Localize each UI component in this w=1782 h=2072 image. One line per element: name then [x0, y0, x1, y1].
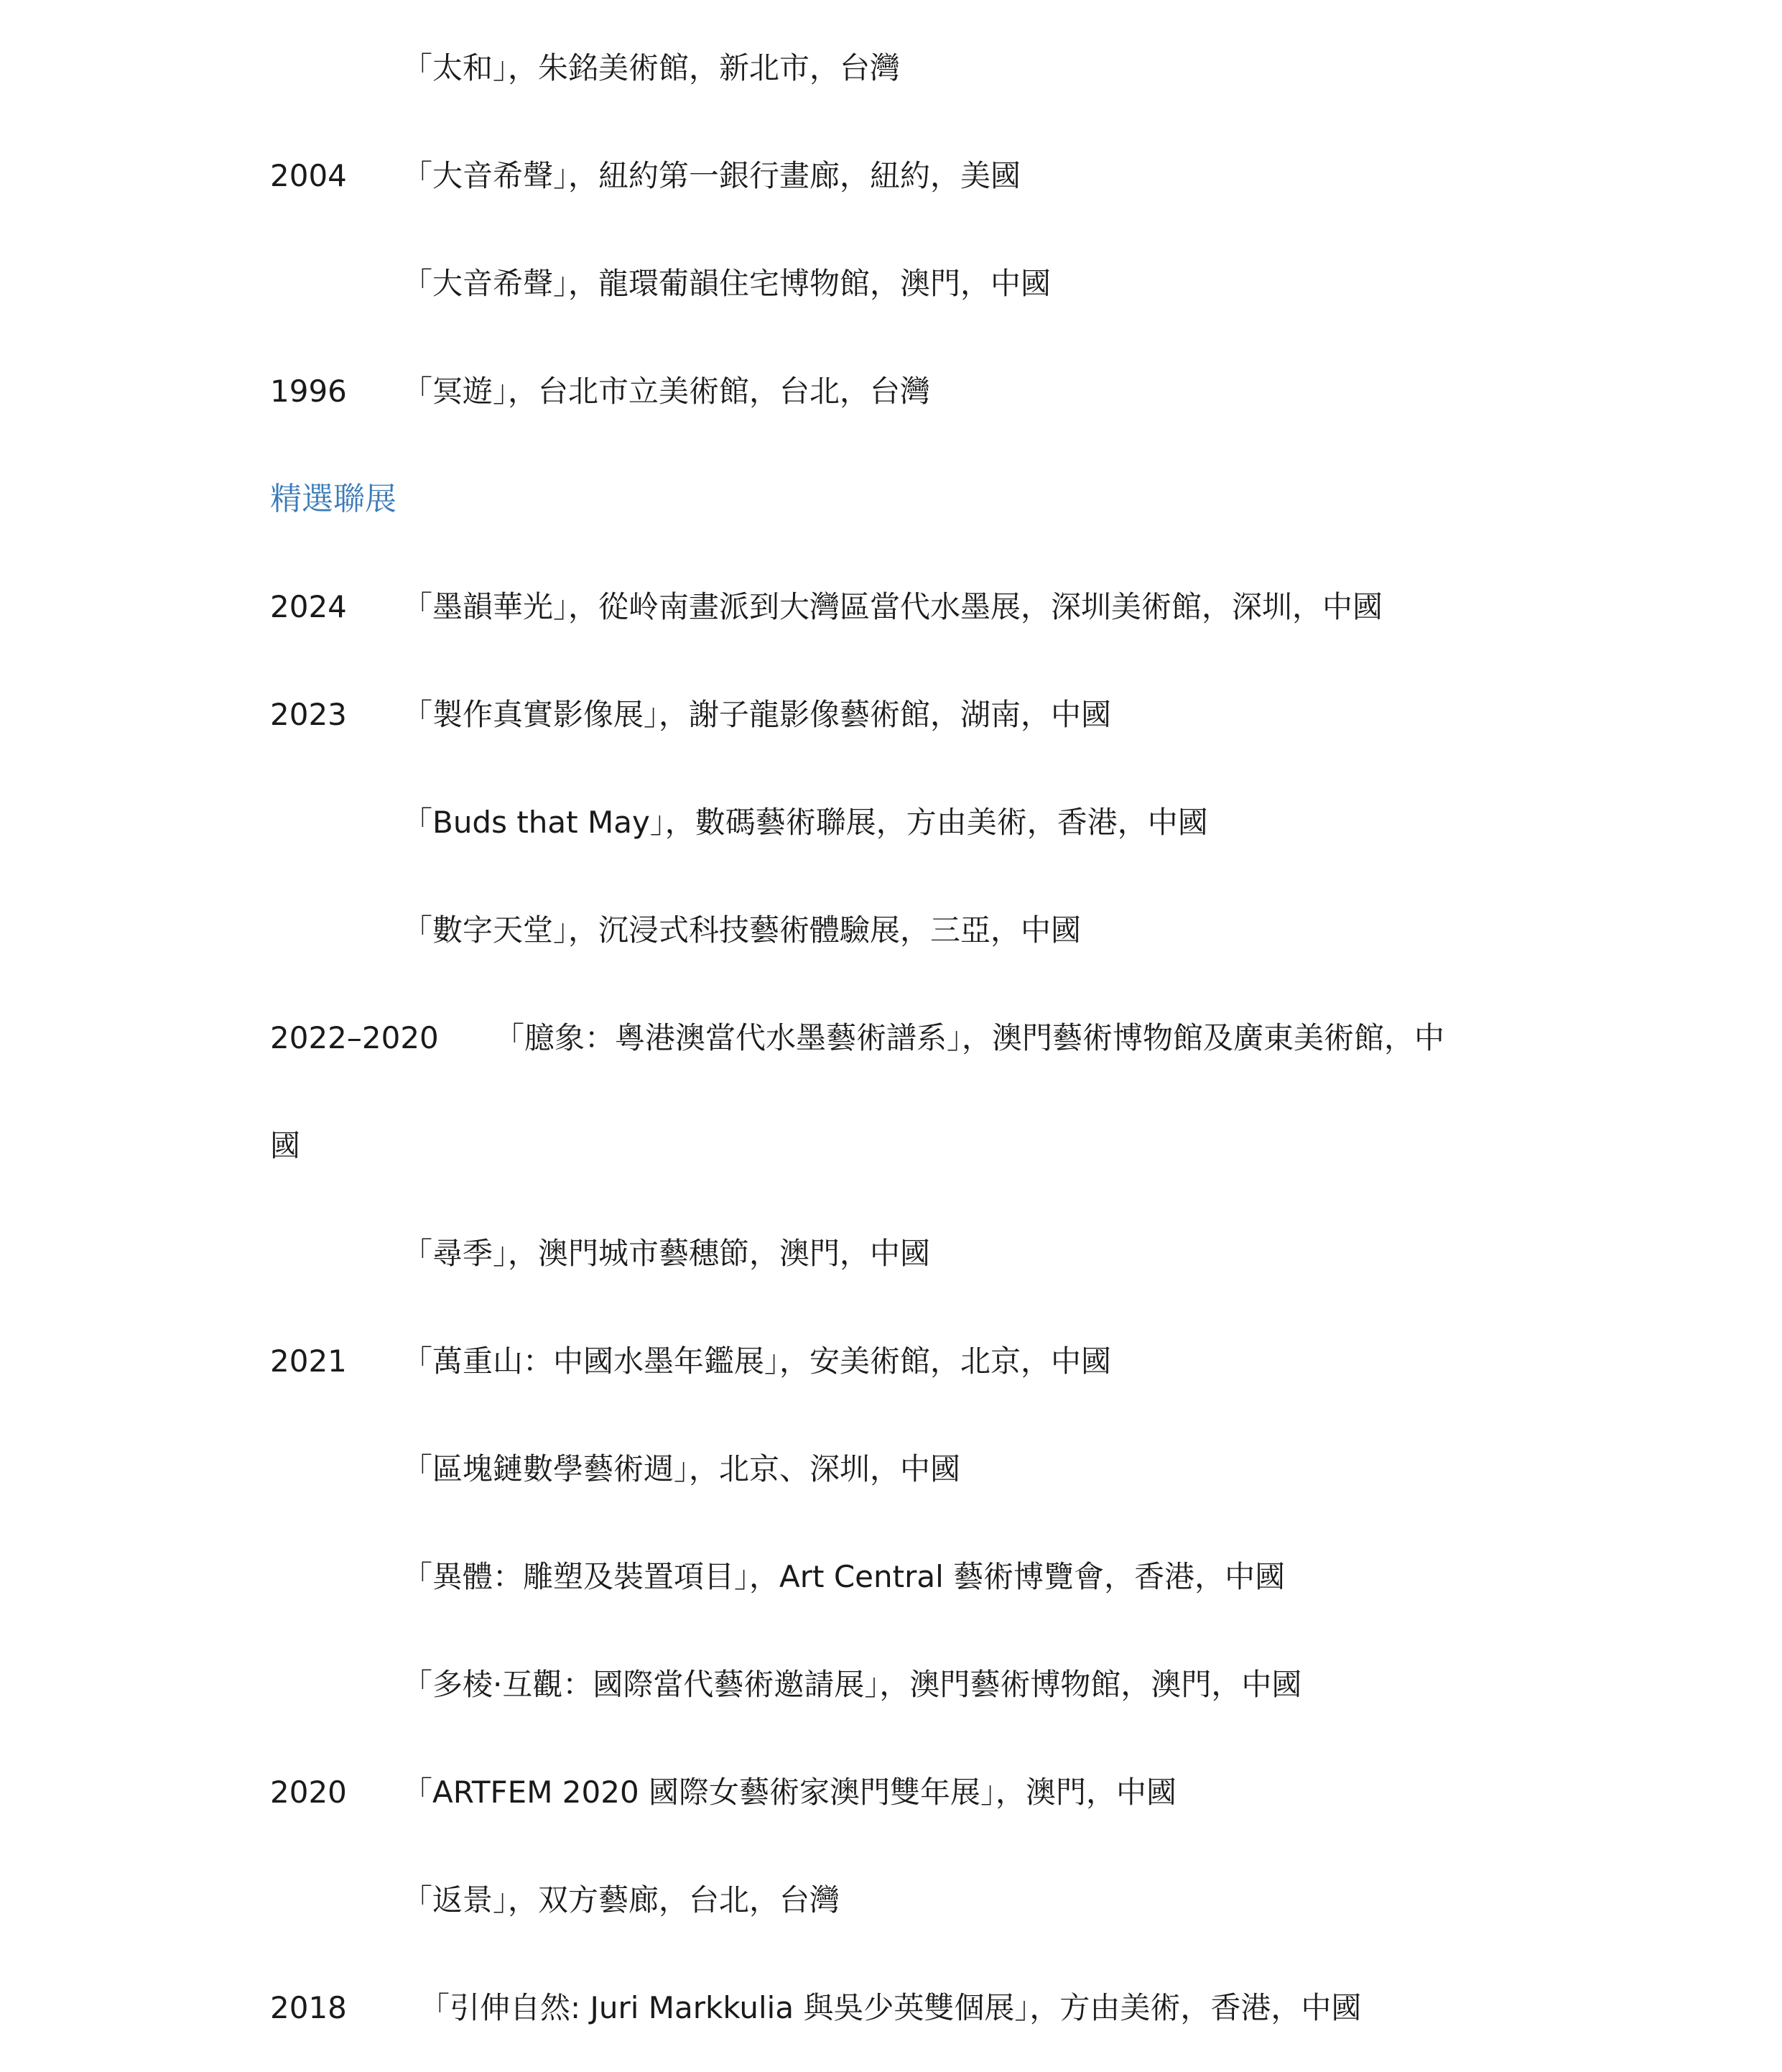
- entry-text: 「多棱·互觀：國際當代藝術邀請展」，澳門藝術博物館，澳門，中國: [402, 1667, 1302, 1702]
- group-entry: [0, 1760, 1782, 1825]
- entry-text: 「區塊鏈數學藝術週」，北京、深圳，中國: [402, 1451, 961, 1486]
- entry-text: 「Buds that May」，數碼藝術聯展，方由美術，香港，中國: [402, 805, 1208, 840]
- entry-year: 1996: [270, 374, 347, 409]
- group-entry: [0, 1329, 1782, 1394]
- group-entry: [0, 898, 1782, 963]
- group-entry: [0, 1221, 1782, 1286]
- entry-year: 2023: [270, 697, 347, 732]
- entry-year: 2022–2020: [270, 1020, 439, 1055]
- group-entry: [0, 1437, 1782, 1502]
- entry-text: 「冥遊」，台北市立美術館，台北，台灣: [402, 374, 931, 409]
- entry-text: 「大音希聲」，龍環葡韻住宅博物館，澳門，中國: [402, 266, 1052, 301]
- entry-text: 「臆象：粵港澳當代水墨藝術譜系」，澳門藝術博物館及廣東美術館，中: [494, 1020, 1445, 1055]
- group-entry: [0, 1545, 1782, 1609]
- group-entry: [0, 1976, 1782, 2040]
- group-entry: [0, 575, 1782, 639]
- entry-year: 2020: [270, 1775, 347, 1810]
- group-entry: [0, 1868, 1782, 1933]
- group-entry: [0, 683, 1782, 747]
- entry-text: 「大音希聲」，紐約第一銀行畫廊，紐約，美國: [402, 158, 1021, 193]
- group-entry: [0, 790, 1782, 855]
- group-entry-continuation: [0, 1114, 1782, 1178]
- entry-text: 「異體：雕塑及裝置項目」，Art Central 藝術博覽會，香港，中國: [402, 1559, 1286, 1594]
- entry-text: 「數字天堂」，沉浸式科技藝術體驗展，三亞，中國: [402, 912, 1082, 948]
- entry-text: 「萬重山：中國水墨年鑑展」，安美術館，北京，中國: [402, 1343, 1112, 1379]
- solo-entry: [0, 144, 1782, 208]
- entry-text: 「ARTFEM 2020 國際女藝術家澳門雙年展」，澳門，中國: [402, 1775, 1177, 1810]
- entry-text: 「太和」，朱銘美術館，新北市，台灣: [402, 50, 901, 85]
- entry-text: 「尋季」，澳門城市藝穗節，澳門，中國: [402, 1236, 931, 1271]
- entry-text: 「墨韻華光」，從岭南畫派到大灣區當代水墨展，深圳美術館，深圳，中國: [402, 589, 1383, 624]
- solo-entry: [0, 36, 1782, 101]
- solo-entry: [0, 359, 1782, 424]
- entry-year: 2018: [270, 1990, 347, 2025]
- solo-entry: [0, 251, 1782, 316]
- section-heading-group-exhibitions: 精選聯展: [270, 481, 396, 517]
- entry-text: 「返景」，双方藝廊，台北，台灣: [402, 1882, 840, 1918]
- entry-year: 2024: [270, 589, 347, 624]
- group-entry: [0, 1652, 1782, 1717]
- entry-year: 2004: [270, 158, 347, 193]
- entry-year: 2021: [270, 1343, 347, 1379]
- entry-text: 「引伸自然: Juri Markkulia 與吳少英雙個展」，方由美術，香港，中國: [419, 1990, 1362, 2025]
- entry-text: 「製作真實影像展」，謝子龍影像藝術館，湖南，中國: [402, 697, 1112, 732]
- group-entry: [0, 1006, 1782, 1070]
- entry-text: 國: [270, 1128, 301, 1163]
